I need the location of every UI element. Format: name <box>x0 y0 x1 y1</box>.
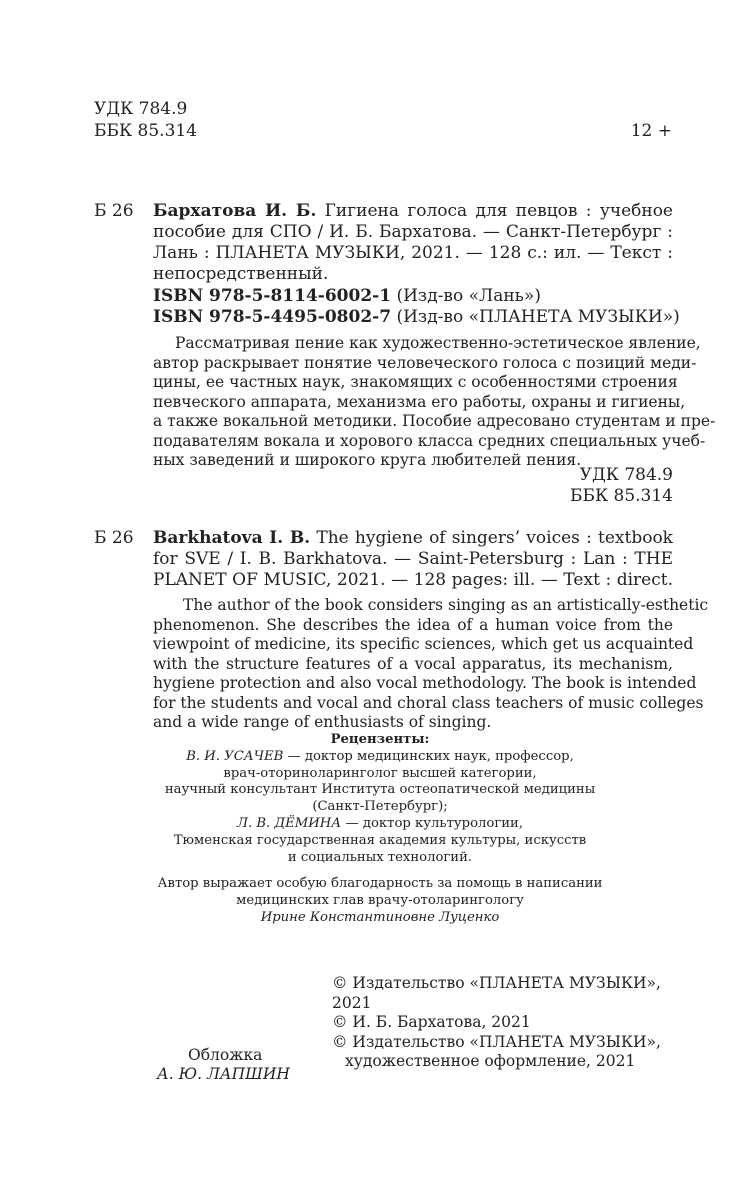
isbn-line-1 <box>153 286 673 307</box>
ru-abstract-line: подавателям вокала и хорового класса средних специальных учеб- <box>153 431 706 450</box>
isbn-publisher-2: (Изд-во «ПЛАНЕТА МУЗЫКИ») <box>391 307 680 327</box>
cover-label: Обложка <box>188 1046 263 1064</box>
ru-abstract <box>153 334 716 471</box>
ru-abstract-line: а также вокальной методики. Пособие адресовано студентам и пре- <box>153 412 716 430</box>
en-abstract-line: viewpoint of medicine, its specific sciences, which get us acquainted <box>153 635 694 653</box>
copyright-line: художественное оформление, 2021 <box>345 1052 636 1070</box>
en-abstract-line: The author of the book considers singing as an artistically-esthetic <box>183 596 709 614</box>
isbn-line-2 <box>153 307 680 328</box>
ru-catalog-code: Б 26 <box>94 201 134 221</box>
copyright-block <box>332 974 692 1072</box>
ru-abstract-line: Рассматривая пение как художественно-эстетическое явление, <box>175 334 701 352</box>
reviewer-1-line: врач-оториноларинголог высшей категории, <box>223 765 537 781</box>
copyright-line: © Издательство «ПЛАНЕТА МУЗЫКИ», <box>332 1032 661 1051</box>
ru-abstract-line: автор раскрывает понятие человеческого голоса с позиций меди- <box>153 353 697 372</box>
reviewer-1-line: (Санкт-Петербург); <box>312 799 448 815</box>
isbn-block <box>153 286 680 328</box>
en-title-line-3: PLANET OF MUSIC, 2021. — 128 pages: ill. — Text : direct. <box>153 570 673 590</box>
en-abstract <box>153 596 709 733</box>
ru-title-line-1 <box>153 201 673 222</box>
age-rating: 12 + <box>630 121 672 141</box>
en-catalog-code: Б 26 <box>94 528 134 548</box>
ru-title-line-2: пособие для СПО / И. Б. Бархатова. — Санкт-Петербург : <box>153 222 673 242</box>
ru-abstract-line: певческого аппарата, механизма его работы, охраны и гигиены, <box>153 392 686 411</box>
en-title-line-1-text: The hygiene of singers’ voices : textbook <box>310 528 673 548</box>
reviewers-heading: Рецензенты: <box>330 732 430 747</box>
ru-title-line-4: непосредственный. <box>153 264 329 284</box>
ru-bibliographic-record <box>153 201 673 285</box>
acknowledgement <box>150 876 610 926</box>
acknowledgement-line: медицинских глав врачу-отоларингологу <box>236 892 524 908</box>
reviewer-1-name: В. И. УСАЧЕВ <box>186 748 284 764</box>
reviewer-2-name: Л. В. ДЁМИНА <box>236 815 342 831</box>
en-abstract-line: hygiene protection and also vocal methodology. The book is intended <box>153 674 697 692</box>
cover-artist: А. Ю. ЛАПШИН <box>157 1065 290 1083</box>
en-bibliographic-record <box>153 528 673 591</box>
reviewer-2-title: — доктор культурологии, <box>341 815 524 831</box>
isbn-number-1: ISBN 978-5-8114-6002-1 <box>153 286 392 306</box>
ru-abstract-line: цины, ее частных наук, знакомящих с особенностями строения <box>153 373 678 391</box>
copyright-line: © Издательство «ПЛАНЕТА МУЗЫКИ», 2021 <box>332 974 661 1012</box>
en-title-line-2: for SVE / I. B. Barkhatova. — Saint-Petersburg : Lan : THE <box>153 549 673 569</box>
copyright-line: © И. Б. Бархатова, 2021 <box>332 1013 531 1031</box>
reviewer-2 <box>150 816 610 833</box>
reviewer-1-title: — доктор медицинских наук, профессор, <box>283 748 574 764</box>
en-abstract-line: and a wide range of enthusiasts of singing. <box>153 713 492 731</box>
header-udk: УДК 784.9 <box>94 99 188 119</box>
en-abstract-line: phenomenon. She describes the idea of a human voice from the <box>153 615 673 634</box>
ru-title-line-3: Лань : ПЛАНЕТА МУЗЫКИ, 2021. — 128 с.: ил. — Текст : <box>153 243 673 263</box>
header-bbk: ББК 85.314 <box>94 121 198 141</box>
reviewer-2-line: Тюменская государственная академия культуры, искусств <box>173 832 587 848</box>
reviewer-1-line: научный консультант Института остеопатической медицины <box>164 782 596 798</box>
en-abstract-line: with the structure features of a vocal apparatus, its mechanism, <box>153 654 673 673</box>
en-title-line-1 <box>153 528 673 549</box>
ru-author: Бархатова И. Б. <box>153 201 317 221</box>
reviewer-2-line: и социальных технологий. <box>287 849 473 865</box>
reviewer-1 <box>150 749 610 766</box>
ru-udk: УДК 784.9 <box>579 465 673 485</box>
ru-title-line-1-text: Гигиена голоса для певцов : учебное <box>316 201 673 221</box>
acknowledgement-name: Ирине Константиновне Луценко <box>260 909 500 925</box>
ru-bbk: ББК 85.314 <box>569 486 673 506</box>
en-abstract-line: for the students and vocal and choral class teachers of music colleges <box>153 693 704 712</box>
en-author: Barkhatova I. B. <box>153 528 311 548</box>
ru-abstract-line: ных заведений и широкого круга любителей пения. <box>153 451 582 469</box>
isbn-publisher-1: (Изд-во «Лань») <box>391 286 541 306</box>
reviewers-block <box>150 732 610 866</box>
acknowledgement-line: Автор выражает особую благодарность за помощь в написании <box>157 876 603 891</box>
isbn-number-2: ISBN 978-5-4495-0802-7 <box>153 307 392 327</box>
